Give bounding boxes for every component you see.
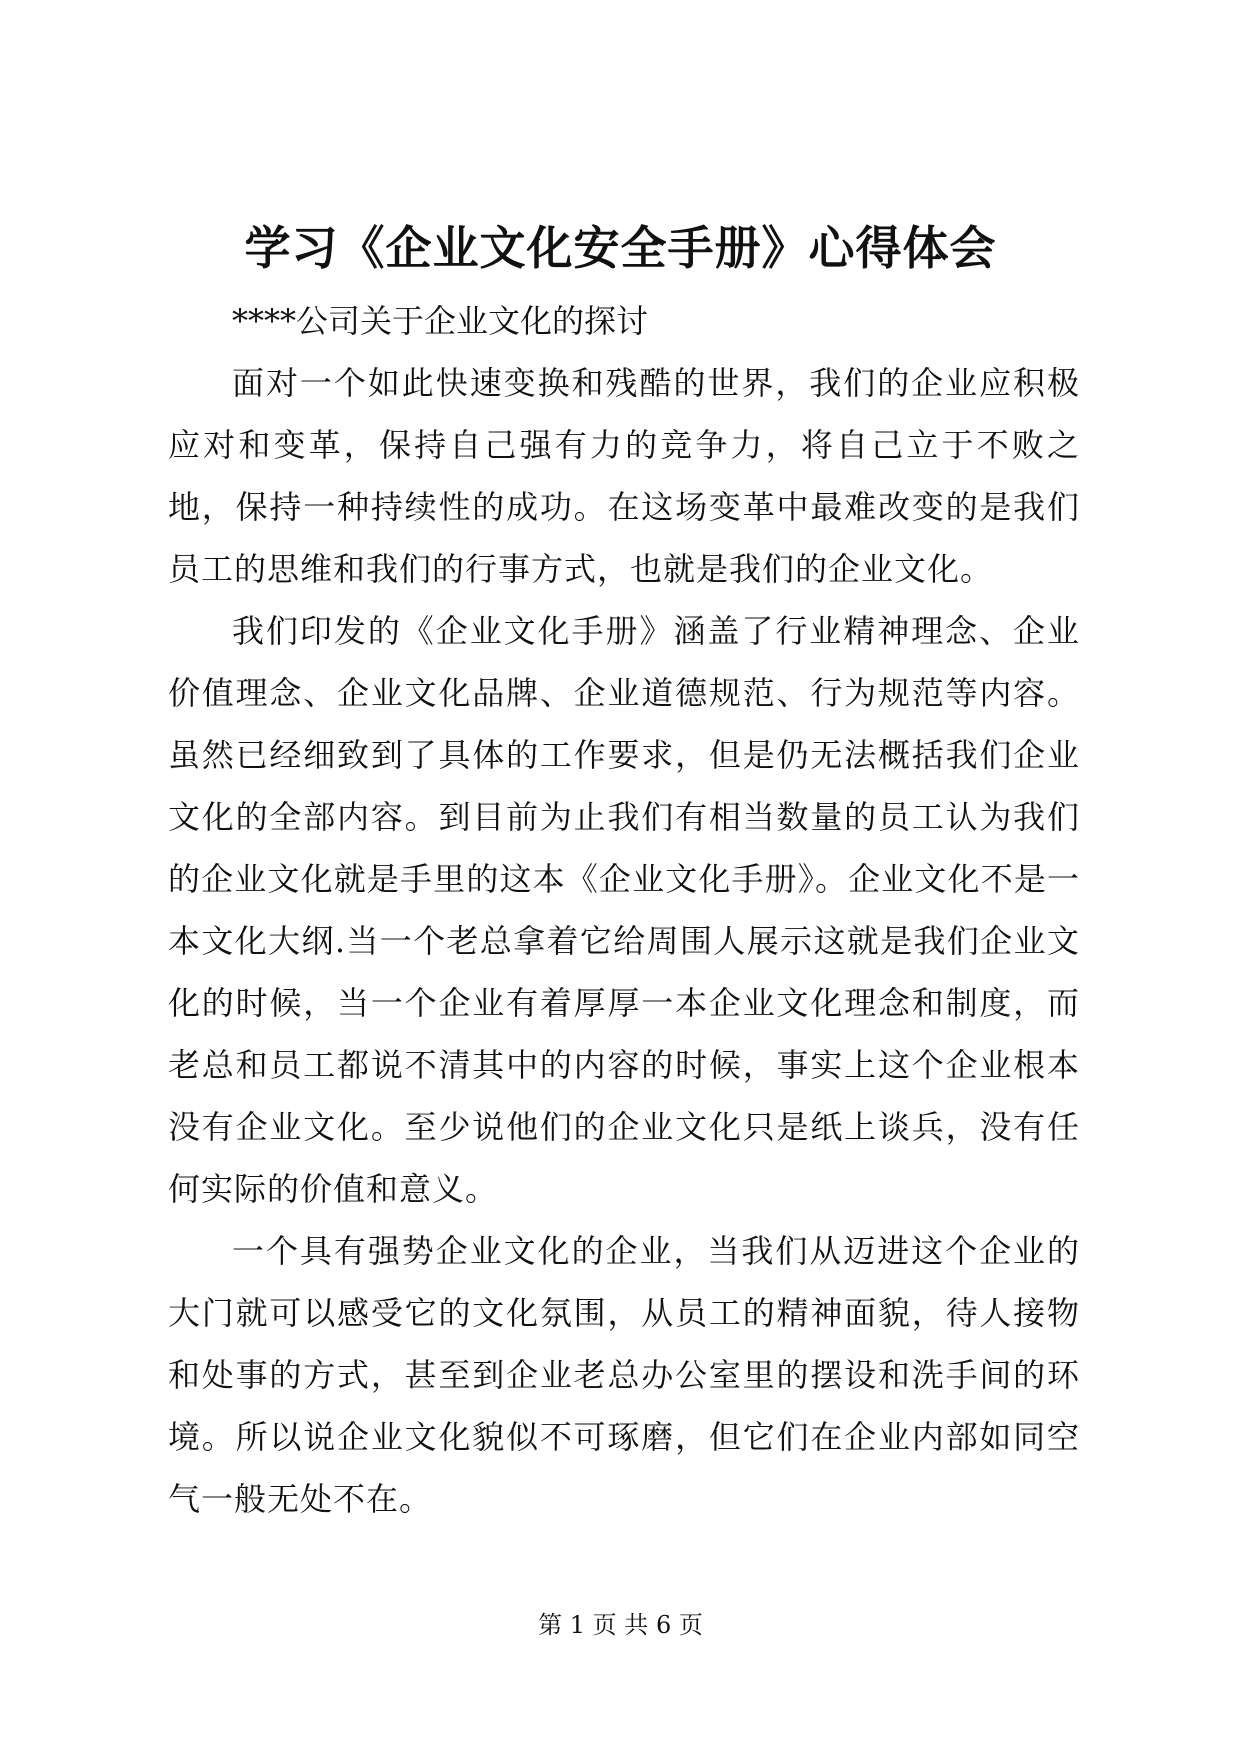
document-subheading: ****公司关于企业文化的探讨 xyxy=(232,302,649,340)
page-number-footer: 第 1 页 共 6 页 xyxy=(538,1611,703,1639)
document-body xyxy=(168,290,1080,1530)
paragraph: 我们印发的《企业文化手册》涵盖了行业精神理念、企业价值理念、企业文化品牌、企业道德规范、行为规范等内容。虽然已经细致到了具体的工作要求，但是仍无法概括我们企业文化的全部内容。到目前为止我们有相当数量的员工认为我们的企业文化就是手里的这本《企业文化手册》。企业文化不是一本文化大纲.当一个老总拿着它给周围人展示这就是我们企业文化的时候，当一个企业有着厚厚一本企业文化理念和制度，而老总和员工都说不清其中的内容的时候，事实上这个企业根本没有企业文化。至少说他们的企业文化只是纸上谈兵，没有任何实际的价值和意义。 xyxy=(168,612,1080,1208)
document-title: 学习《企业文化安全手册》心得体会 xyxy=(244,221,997,275)
paragraph: 面对一个如此快速变换和残酷的世界，我们的企业应积极应对和变革，保持自己强有力的竞争力，将自己立于不败之地，保持一种持续性的成功。在这场变革中最难改变的是我们员工的思维和我们的行事方式，也就是我们的企业文化。 xyxy=(168,364,1080,588)
paragraph: 一个具有强势企业文化的企业，当我们从迈进这个企业的大门就可以感受它的文化氛围，从员工的精神面貌，待人接物和处事的方式，甚至到企业老总办公室里的摆设和洗手间的环境。所以说企业文化貌似不可琢磨，但它们在企业内部如同空气一般无处不在。 xyxy=(168,1232,1080,1518)
